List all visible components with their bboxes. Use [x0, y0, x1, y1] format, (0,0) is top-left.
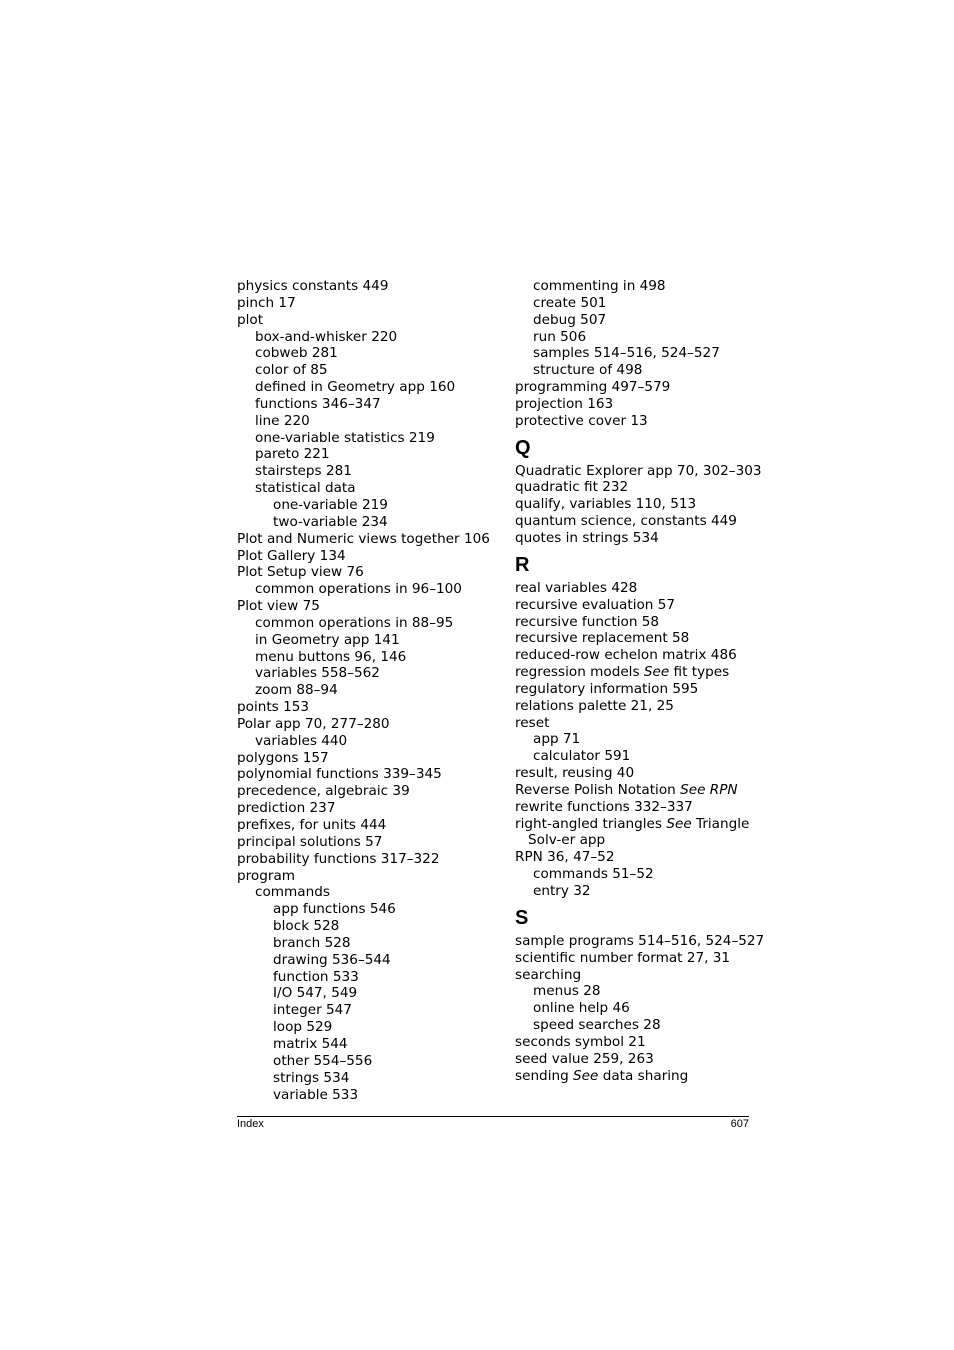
index-entry-text: precedence, algebraic 39 — [237, 783, 410, 800]
index-entry — [237, 564, 499, 581]
index-entry-text: zoom 88–94 — [255, 682, 338, 699]
index-entry — [515, 849, 755, 866]
index-entry-text: points 153 — [237, 699, 310, 716]
index-entry-text: polygons 157 — [237, 749, 329, 766]
index-entry — [237, 766, 499, 783]
index-entry-text: polynomial functions 339–345 — [237, 766, 442, 783]
index-subentry — [237, 935, 499, 952]
index-entry — [237, 278, 499, 295]
index-entry-text: branch 528 — [273, 934, 351, 951]
index-subentry — [237, 430, 499, 447]
index-entry-text: probability functions 317–322 — [237, 850, 440, 867]
index-entry-text: defined in Geometry app 160 — [255, 379, 456, 396]
index-entry-text: commands — [255, 884, 330, 901]
index-entry-text: variables 440 — [255, 732, 348, 749]
index-entry-text: projection 163 — [515, 395, 614, 412]
index-entry — [515, 664, 755, 681]
footer-rule — [237, 1116, 749, 1117]
index-subentry — [237, 952, 499, 969]
index-entry-text: menus 28 — [533, 983, 601, 1000]
index-subentry — [237, 1070, 499, 1087]
index-subentry — [515, 866, 755, 883]
index-entry-text: app 71 — [533, 731, 581, 748]
index-entry-text: quadratic fit 232 — [515, 479, 629, 496]
index-entry — [515, 479, 755, 496]
index-entry-text: RPN 36, 47–52 — [515, 849, 615, 866]
index-entry-text: sample programs 514–516, 524–527 — [515, 932, 765, 949]
index-entry-text: commenting in 498 — [533, 278, 666, 294]
index-entry — [515, 715, 755, 732]
index-subentry — [237, 345, 499, 362]
index-entry-text: prefixes, for units 444 — [237, 817, 387, 833]
index-entry-text: scientific number format 27, 31 — [515, 949, 731, 966]
index-subentry — [237, 901, 499, 918]
see-target: data sharing — [598, 1067, 689, 1084]
index-entry — [237, 312, 499, 329]
index-entry-text: rewrite functions 332–337 — [515, 798, 693, 815]
index-entry-text: reduced-row echelon matrix 486 — [515, 647, 737, 664]
index-subentry — [237, 480, 499, 497]
index-entry-text: programming 497–579 — [515, 379, 671, 396]
index-entry-text: online help 46 — [533, 1000, 630, 1017]
index-entry — [515, 967, 755, 984]
index-entry-text: Plot Gallery 134 — [237, 547, 346, 564]
index-entry — [515, 530, 755, 547]
index-subentry — [237, 665, 499, 682]
index-entry — [515, 614, 755, 631]
index-entry-text: one-variable 219 — [273, 496, 388, 513]
index-entry-text: real variables 428 — [515, 579, 638, 596]
see-reference: See — [573, 1067, 599, 1084]
index-entry — [515, 379, 755, 396]
index-entry-text: pareto 221 — [255, 446, 330, 463]
index-entry — [515, 698, 755, 715]
index-subentry — [237, 446, 499, 463]
index-subentry — [237, 615, 499, 632]
index-column-right — [515, 278, 765, 1084]
index-entry-text: Plot view 75 — [237, 598, 320, 615]
see-reference: See RPN — [680, 781, 738, 798]
index-letter-heading: S — [515, 906, 529, 929]
index-entry-text: one-variable statistics 219 — [255, 429, 435, 446]
index-entry — [237, 716, 499, 733]
see-reference: See — [643, 664, 670, 681]
index-subentry — [237, 1036, 499, 1053]
index-subentry — [237, 362, 499, 379]
index-subentry — [515, 883, 755, 900]
index-entry — [515, 782, 755, 799]
index-entry — [515, 413, 755, 430]
index-entry — [237, 699, 499, 716]
index-entry-text: matrix 544 — [273, 1035, 348, 1052]
index-entry-text: plot — [237, 311, 264, 328]
index-subentry — [237, 497, 499, 514]
index-entry — [237, 750, 499, 767]
index-entry-text: samples 514–516, 524–527 — [533, 345, 720, 362]
index-entry — [515, 513, 755, 530]
index-subentry — [237, 884, 499, 901]
index-entry — [515, 1034, 755, 1051]
index-subentry — [237, 581, 499, 598]
index-subentry — [515, 312, 755, 329]
index-subentry — [237, 1053, 499, 1070]
index-entry-text: line 220 — [255, 412, 310, 429]
index-subentry — [515, 278, 755, 295]
page-number: 607 — [730, 1118, 749, 1130]
index-subentry — [515, 983, 755, 1000]
index-subentry — [237, 396, 499, 413]
index-entry-text: protective cover 13 — [515, 412, 648, 429]
index-subentry — [515, 731, 755, 748]
index-entry — [237, 800, 499, 817]
index-subentry — [237, 1019, 499, 1036]
index-entry-text: variables 558–562 — [255, 665, 380, 682]
index-subentry — [237, 463, 499, 480]
index-entry — [515, 597, 755, 614]
index-letter-heading: Q — [515, 436, 531, 459]
index-entry-text: function 533 — [273, 968, 359, 985]
index-entry-text: Polar app 70, 277–280 — [237, 715, 390, 732]
index-entry-text: cobweb 281 — [255, 345, 338, 362]
index-entry-text: sending — [515, 1067, 574, 1084]
index-entry-text: recursive evaluation 57 — [515, 596, 676, 613]
index-entry-text: debug 507 — [533, 311, 607, 328]
index-subentry — [237, 682, 499, 699]
index-subentry — [237, 985, 499, 1002]
index-subentry — [237, 329, 499, 346]
index-column-left — [237, 278, 499, 1103]
index-entry — [515, 765, 755, 782]
index-subentry — [237, 514, 499, 531]
index-subentry — [515, 1000, 755, 1017]
index-entry-text: searching — [515, 966, 582, 983]
index-subentry — [237, 1002, 499, 1019]
index-entry-text: menu buttons 96, 146 — [255, 648, 407, 665]
index-entry-text: seed value 259, 263 — [515, 1050, 654, 1067]
index-entry — [515, 799, 755, 816]
index-entry — [237, 851, 499, 868]
index-entry-text: result, reusing 40 — [515, 765, 635, 782]
index-entry-text: strings 534 — [273, 1069, 350, 1086]
index-entry-text: regression models — [515, 664, 644, 681]
index-entry-text: seconds symbol 21 — [515, 1033, 646, 1050]
index-subentry — [515, 345, 755, 362]
index-entry-text: Reverse Polish Notation — [515, 781, 681, 798]
index-subentry — [237, 649, 499, 666]
index-entry-text: commands 51–52 — [533, 866, 654, 883]
index-entry-text: qualify, variables 110, 513 — [515, 496, 697, 513]
index-entry-text: create 501 — [533, 294, 607, 311]
index-entry-text: program — [237, 867, 296, 884]
index-subentry — [237, 379, 499, 396]
index-entry-text: quantum science, constants 449 — [515, 513, 737, 530]
index-entry — [237, 817, 499, 834]
index-entry-text: two-variable 234 — [273, 513, 388, 530]
index-entry-text: drawing 536–544 — [273, 951, 391, 968]
index-entry — [515, 580, 755, 597]
index-entry — [515, 462, 762, 480]
index-subentry — [237, 969, 499, 986]
index-subentry — [515, 1017, 755, 1034]
index-entry — [515, 681, 755, 698]
index-entry — [515, 1068, 755, 1085]
index-entry-text: quotes in strings 534 — [515, 529, 659, 546]
index-entry-text: other 554–556 — [273, 1052, 373, 1069]
index-entry-text: block 528 — [273, 918, 340, 935]
index-entry-text: calculator 591 — [533, 748, 631, 765]
see-target: Triangle Solv-er app — [528, 815, 750, 849]
index-entry-text: Quadratic Explorer app 70, 302–303 — [515, 462, 762, 479]
index-entry-text: Plot and Numeric views together 106 — [237, 530, 490, 547]
index-entry-text: functions 346–347 — [255, 395, 381, 412]
index-entry-text: Plot Setup view 76 — [237, 564, 364, 581]
index-subentry — [515, 362, 755, 379]
index-subentry — [515, 295, 755, 312]
index-letter-heading: R — [515, 553, 530, 576]
index-subentry — [237, 918, 499, 935]
index-entry-text: reset — [515, 714, 550, 731]
index-entry-text: integer 547 — [273, 1002, 352, 1019]
index-subentry — [237, 733, 499, 750]
index-entry — [515, 1051, 755, 1068]
index-entry-text: variable 533 — [273, 1086, 359, 1103]
index-entry-text: right-angled triangles — [515, 815, 667, 832]
index-entry — [237, 783, 499, 800]
index-entry-text: run 506 — [533, 328, 587, 345]
index-entry-text: principal solutions 57 — [237, 833, 383, 850]
index-entry — [237, 834, 499, 851]
index-entry — [515, 396, 755, 413]
see-target: fit types — [669, 664, 730, 681]
index-entry-text: prediction 237 — [237, 800, 336, 817]
index-entry — [237, 548, 499, 565]
index-entry-text: common operations in 96–100 — [255, 581, 462, 598]
index-entry-text: pinch 17 — [237, 294, 296, 311]
index-entry — [237, 295, 499, 312]
index-entry — [237, 531, 499, 548]
index-entry-text: structure of 498 — [533, 362, 643, 379]
index-subentry — [237, 413, 499, 430]
index-entry — [515, 630, 755, 647]
index-entry-text: I/O 547, 549 — [273, 985, 358, 1002]
index-entry-text: physics constants 449 — [237, 278, 389, 294]
see-reference: See — [666, 815, 692, 832]
index-subentry — [237, 1087, 499, 1104]
index-entry — [515, 932, 765, 950]
index-entry-text: in Geometry app 141 — [255, 631, 400, 648]
index-entry-text: app functions 546 — [273, 901, 396, 918]
index-entry-text: statistical data — [255, 480, 356, 497]
index-entry-text: recursive function 58 — [515, 613, 660, 630]
index-entry — [515, 496, 755, 513]
index-entry-text: color of 85 — [255, 362, 328, 379]
index-entry-text: speed searches 28 — [533, 1017, 661, 1034]
index-entry-text: relations palette 21, 25 — [515, 697, 674, 714]
index-entry — [515, 647, 755, 664]
index-entry-text: box-and-whisker 220 — [255, 328, 398, 345]
index-entry-text: common operations in 88–95 — [255, 614, 454, 631]
index-entry-text: recursive replacement 58 — [515, 630, 690, 647]
index-entry — [515, 950, 755, 967]
index-subentry — [515, 329, 755, 346]
index-entry — [515, 816, 755, 850]
index-entry-text: loop 529 — [273, 1019, 333, 1036]
index-entry-text: entry 32 — [533, 883, 591, 899]
index-subentry — [515, 748, 755, 765]
index-entry — [237, 598, 499, 615]
index-subentry — [237, 632, 499, 649]
index-entry-text: stairsteps 281 — [255, 463, 352, 480]
index-entry-text: regulatory information 595 — [515, 680, 699, 697]
footer-section-label: Index — [237, 1118, 264, 1130]
index-entry — [237, 868, 499, 885]
